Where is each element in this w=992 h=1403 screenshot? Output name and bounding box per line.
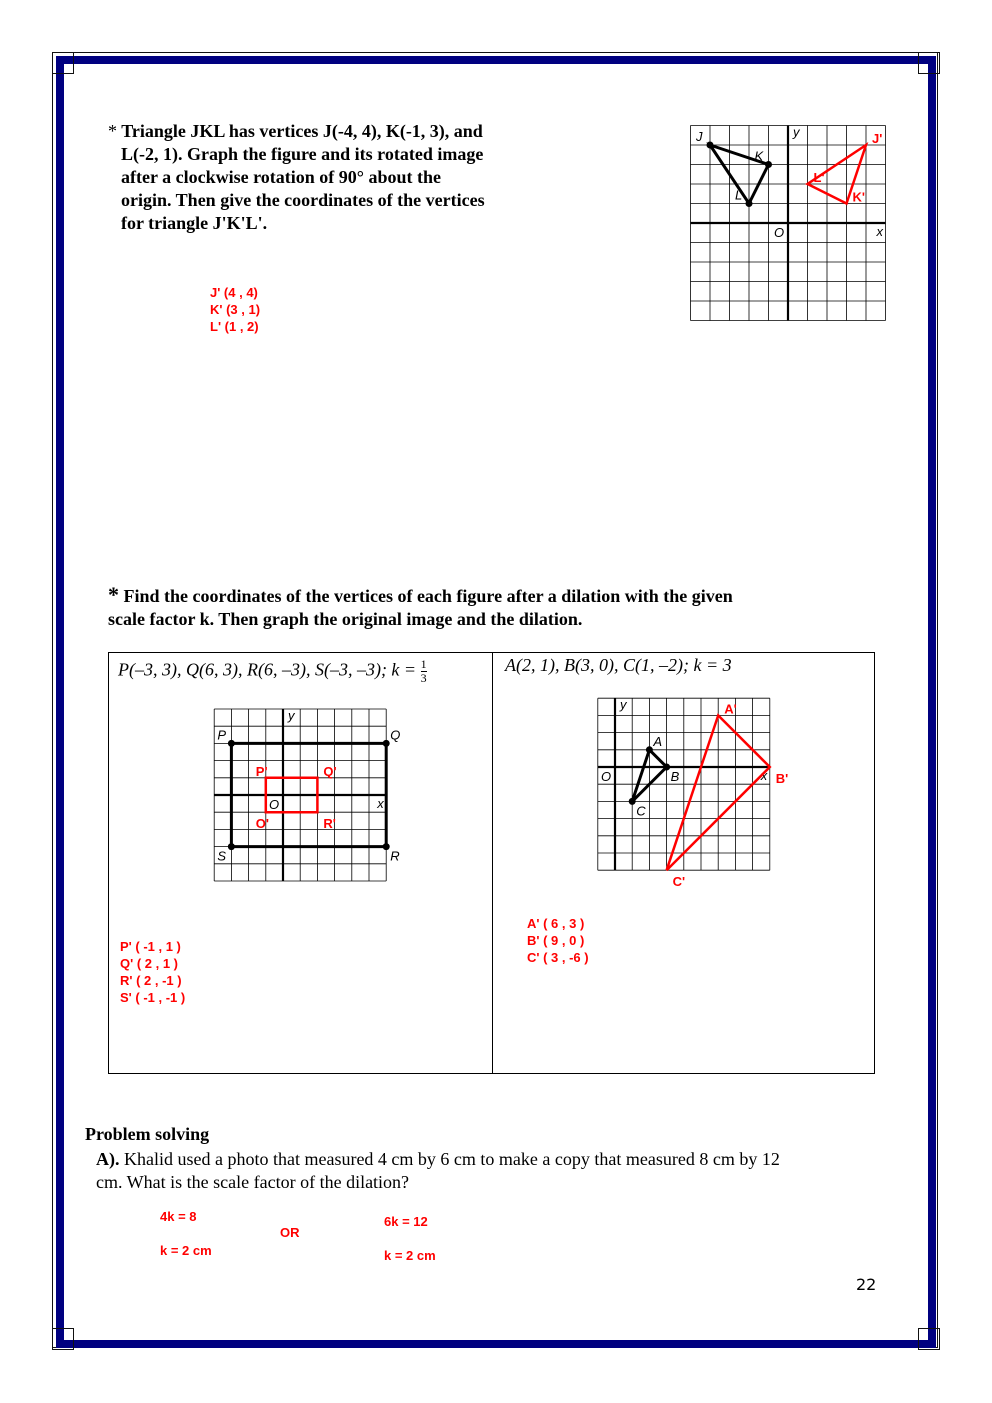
vertex-label: P	[217, 727, 227, 743]
image-vertex-label: A'	[724, 701, 737, 717]
work-1b: k = 2 cm	[160, 1243, 212, 1258]
origin-label: O	[774, 225, 785, 240]
q1-line: origin. Then give the coordinates of the vertices	[121, 190, 485, 210]
vertex-label: K	[754, 148, 764, 164]
bullet-star: *	[108, 582, 119, 607]
work-2a: 6k = 12	[384, 1214, 428, 1229]
y-axis-label: y	[620, 697, 627, 713]
image-vertex-label: P'	[255, 763, 268, 779]
vertex-label: L	[735, 187, 743, 203]
part-a-answers: P' ( -1 , 1 ) Q' ( 2 , 1 ) R' ( 2 , -1 ) S' ( -1 , -1 )	[120, 939, 186, 1005]
origin-label: O	[269, 797, 280, 812]
image-vertex-label: O'	[255, 816, 270, 832]
image-vertex-label: B'	[775, 771, 789, 786]
image-vertex-label: J'	[872, 131, 883, 146]
q1-line: Triangle JKL has vertices J(-4, 4), K(-1, 3), and	[121, 121, 483, 141]
part-b-prompt: A(2, 1), B(3, 0), C(1, –2); k = 3	[505, 655, 732, 675]
image-vertex-label: R'	[323, 816, 336, 832]
vertex-J	[707, 142, 714, 149]
vertex-L	[746, 200, 753, 207]
q1-answers: J' (4 , 4) K' (3 , 1) L' (1 , 2)	[210, 285, 261, 334]
vertex-label: A	[653, 733, 663, 749]
image-vertex-label: K'	[852, 189, 865, 205]
x-axis-label: x	[760, 768, 768, 783]
vertex-label: S	[217, 848, 227, 864]
y-axis-label: y	[288, 708, 295, 723]
work-1a: 4k = 8	[160, 1209, 197, 1224]
problem-heading: Problem solving	[85, 1124, 210, 1144]
part-a-prompt: P(–3, 3), Q(6, 3), R(6, –3), S(–3, –3); k = $\frac{1}{3}$	[118, 657, 427, 685]
vertex-label: R	[390, 848, 400, 864]
q1-line: L(-2, 1). Graph the figure and its rotated image	[121, 144, 484, 164]
work-2b: k = 2 cm	[384, 1248, 436, 1263]
x-axis-label: x	[377, 796, 384, 811]
q1-line: after a clockwise rotation of 90° about the	[121, 167, 441, 187]
image-vertex-label: Q'	[323, 763, 337, 779]
or-label: OR	[280, 1225, 300, 1240]
q1-line: for triangle J'K'L'.	[121, 213, 268, 233]
vertex-label: C	[636, 803, 646, 819]
dilation-table	[108, 652, 875, 1074]
y-axis-label: y	[793, 124, 800, 140]
vertex-K	[765, 161, 772, 168]
part-b-answers: A' ( 6 , 3 ) B' ( 9 , 0 ) C' ( 3 , -6 )	[527, 916, 589, 965]
problem-text: A). Khalid used a photo that measured 4 cm by 6 cm to make a copy that measured 8 cm by 12 cm. What is the scale factor of the dilation?	[96, 1149, 780, 1192]
fraction: $\frac{1}{3}$	[420, 657, 427, 685]
vertex-label: B	[670, 769, 680, 784]
image-vertex-label: L'	[813, 170, 825, 185]
origin-label: O	[601, 769, 612, 784]
x-axis-label: x	[876, 224, 883, 239]
vertex-label: J	[696, 129, 703, 144]
q2-line: scale factor k. Then graph the original image and the dilation.	[108, 609, 583, 629]
q2-line: Find the coordinates of the vertices of each figure after a dilation with the given	[123, 586, 733, 606]
q2-text	[108, 583, 733, 631]
bullet-star: *	[108, 121, 117, 141]
image-vertex-label: C'	[672, 874, 686, 890]
divider	[492, 653, 493, 1073]
vertex-label: Q	[390, 727, 401, 743]
page-number: 22	[856, 1275, 877, 1294]
